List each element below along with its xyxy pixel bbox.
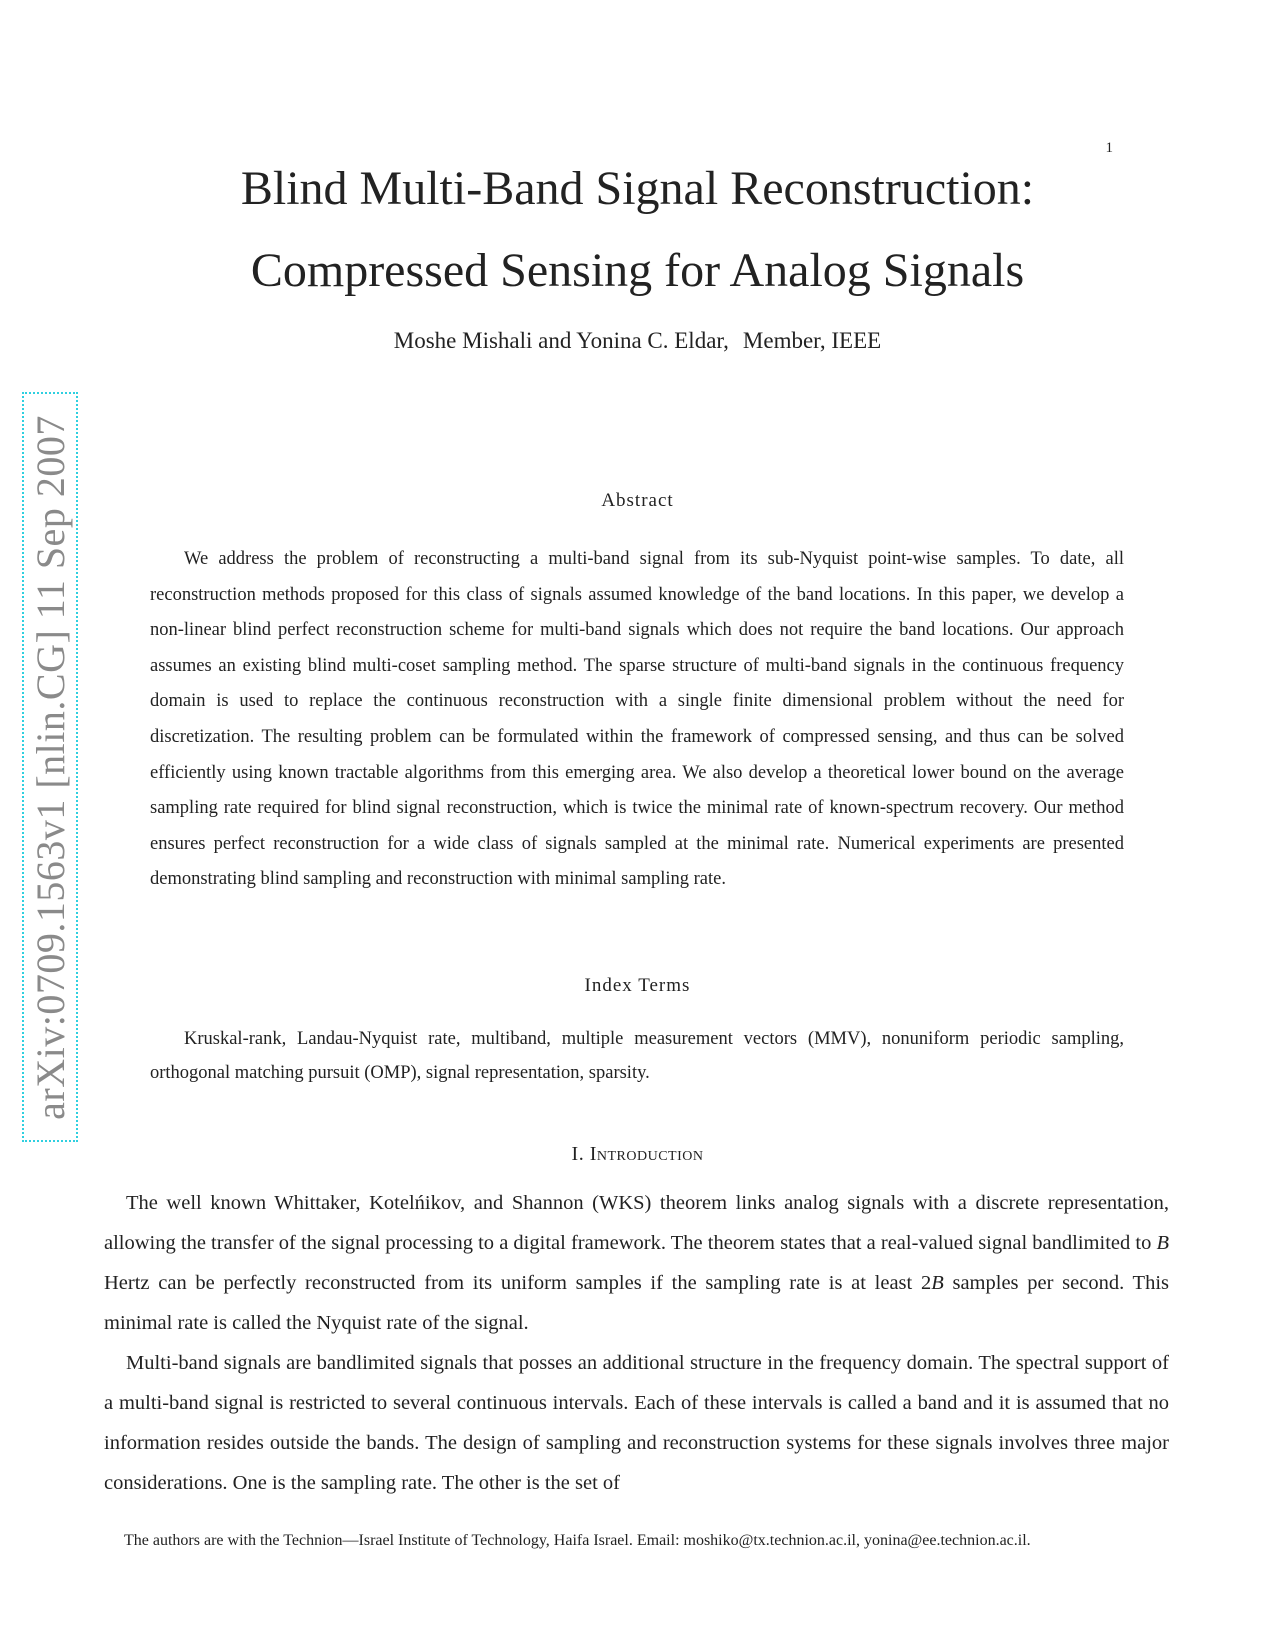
intro-paragraph-2: Multi-band signals are bandlimited signals that posses an additional structure in the frequency domain. The spectral support of a multi-band signal is restricted to several continuous intervals. Each of these intervals is called a band and it is assumed that no information resides outside the bands. The design of sampling and reconstruction systems for these signals involves three major considerations. One is the sampling rate. The other is the set of xyxy=(104,1352,1169,1494)
section-title: Introduction xyxy=(589,1143,704,1165)
variable-b-2: B xyxy=(931,1272,944,1294)
intro-p1-part-a: The well known Whittaker, Kotelńikov, and Shannon (WKS) theorem links analog signals with a discrete representation, allowing the transfer of the signal processing to a digital framework. The theorem states that a real-valued signal bandlimited to xyxy=(104,1192,1169,1254)
author-affiliation: Member, IEEE xyxy=(742,328,882,353)
index-terms-text: Kruskal-rank, Landau-Nyquist rate, multiband, multiple measurement vectors (MMV), nonuniform periodic sampling, orthogonal matching pursuit (OMP), signal representation, sparsity. xyxy=(150,1029,1124,1083)
footnote: The authors are with the Technion—Israel Institute of Technology, Haifa Israel. Email: moshiko@tx.technion.ac.il, yonina@ee.technion.ac.il. xyxy=(124,1532,1031,1549)
title-line-1: Blind Multi-Band Signal Reconstruction: xyxy=(240,162,1035,215)
page-number: 1 xyxy=(1105,140,1113,156)
introduction-body xyxy=(104,1183,1169,1503)
title-line-2: Compressed Sensing for Analog Signals xyxy=(250,244,1025,297)
paper-title xyxy=(0,148,1275,312)
index-terms-heading: Index Terms xyxy=(584,975,691,996)
section-number: I. xyxy=(571,1143,585,1165)
introduction-heading xyxy=(0,1143,1275,1166)
abstract-text: We address the problem of reconstructing a multi-band signal from its sub-Nyquist point-wise samples. To date, all reconstruction methods proposed for this class of signals assumed knowledge of the band locations. In this paper, we develop a non-linear blind perfect reconstruction scheme for multi-band signals which does not require the band locations. Our approach assumes an existing blind multi-coset sampling method. The sparse structure of multi-band signals in the continuous frequency domain is used to replace the continuous reconstruction with a single finite dimensional problem without the need for discretization. The resulting problem can be formulated within the framework of compressed sensing, and thus can be solved efficiently using known tractable algorithms from this emerging area. We also develop a theoretical lower bound on the average sampling rate required for blind signal reconstruction, which is twice the minimal rate of known-spectrum recovery. Our method ensures perfect reconstruction for a wide class of signals sampled at the minimal rate. Numerical experiments are presented demonstrating blind sampling and reconstruction with minimal sampling rate. xyxy=(150,549,1124,890)
arxiv-identifier: arXiv:0709.1563v1 [nlin.CG] 11 Sep 2007 xyxy=(27,414,73,1120)
author-line xyxy=(0,328,1275,354)
intro-p1-part-b: Hertz can be perfectly reconstructed from its uniform samples if the sampling rate is at least 2 xyxy=(104,1272,932,1294)
intro-p1-part-c: samples per second. This minimal rate is called the Nyquist rate of the signal. xyxy=(104,1272,1169,1334)
intro-paragraph-1 xyxy=(104,1183,1169,1343)
abstract-heading: Abstract xyxy=(601,490,674,511)
variable-b: B xyxy=(1156,1232,1169,1254)
author-names: Moshe Mishali and Yonina C. Eldar, xyxy=(393,328,729,353)
